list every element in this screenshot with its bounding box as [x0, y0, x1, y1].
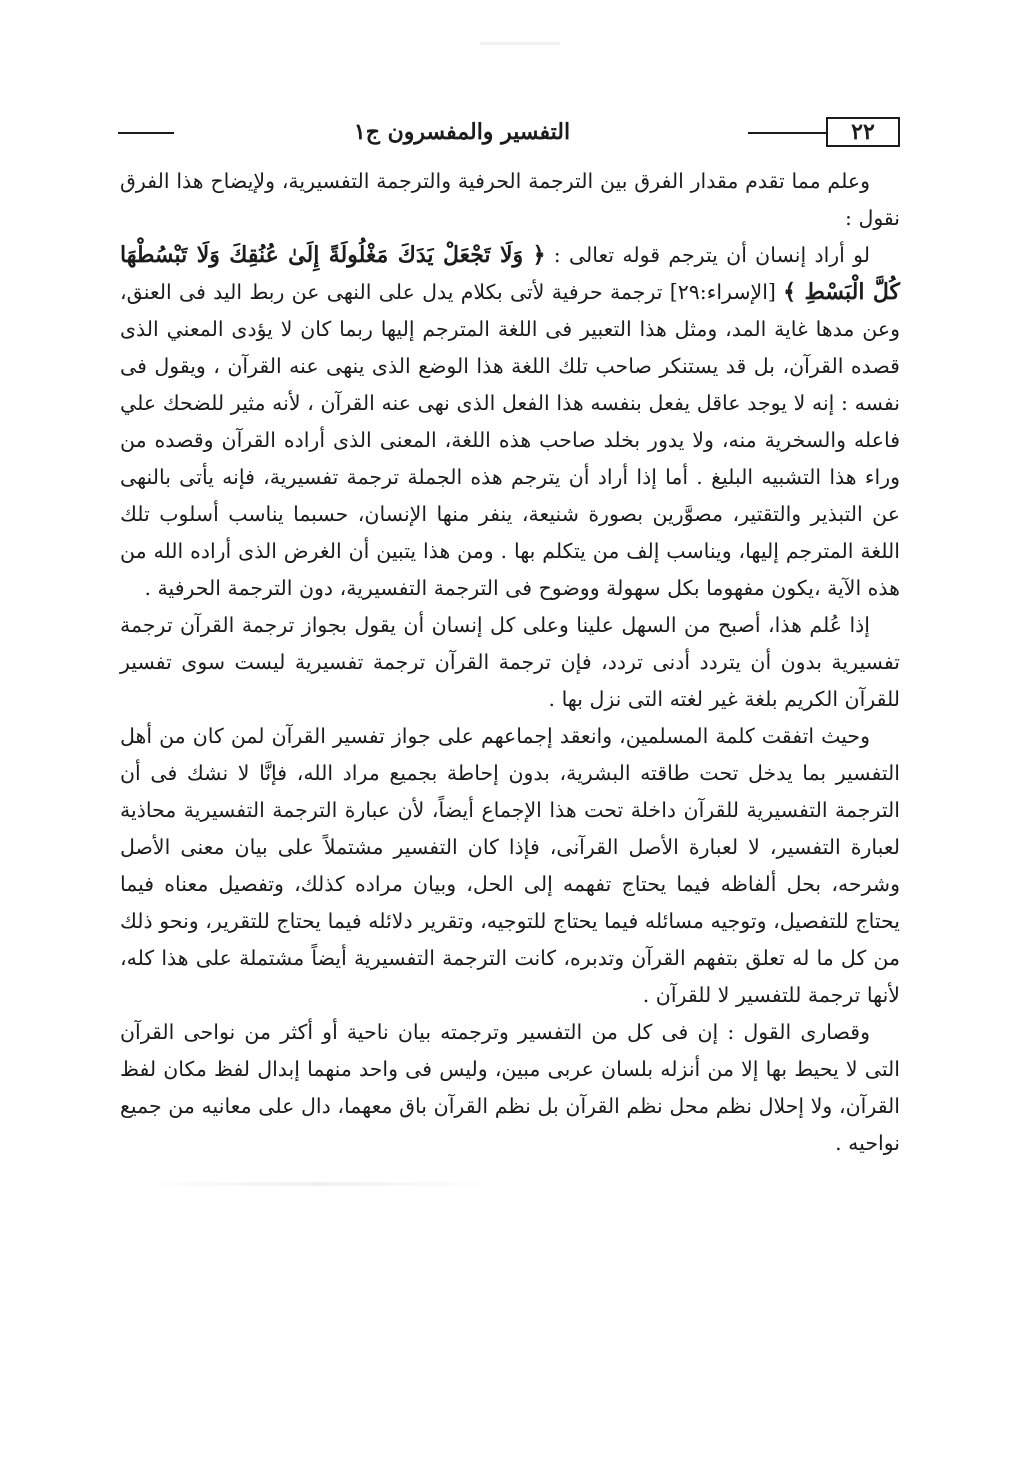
paragraph-lead: لو أراد إنسان أن يترجم قوله تعالى :	[545, 243, 870, 267]
main-text	[120, 163, 900, 1162]
paragraph: وقصارى القول : إن فى كل من التفسير وترجمته بيان ناحية أو أكثر من نواحى القرآن التى لا يحيط بها إلا من أنزله بلسان عربى مبين، وليس فى واحد منهما إبدال لفظ مكان لفظ القرآن، ولا إحلال نظم محل نظم القرآن بل نظم القرآن باق معهما، دال على معانيه من جميع نواحيه .	[120, 1020, 900, 1155]
page-header	[118, 113, 900, 153]
header-rule-left	[118, 132, 174, 134]
scan-artifact	[138, 1182, 498, 1186]
quran-verse: ﴿ وَلَا تَجْعَلْ يَدَكَ مَغْلُولَةً إِلَىٰ عُنُقِكَ وَلَا تَبْسُطْهَا كُلَّ الْبَسْطِ ﴾	[120, 242, 900, 305]
paragraph-tail: [الإسراء:٢٩] ترجمة حرفية لأتى بكلام يدل على النهى عن ربط اليد فى العنق، وعن مدها غاية المد، ومثل هذا التعبير فى اللغة المترجم إليها ربما كان لا يؤدى المعني الذى قصده القرآن، بل قد يستنكر صاحب تلك اللغة هذا الوضع الذى ينهى عنه القرآن ، ويقول فى نفسه : إنه لا يوجد عاقل يفعل بنفسه هذا الفعل الذى نهى عنه القرآن ، لأنه مثير للضحك علي فاعله والسخرية منه، ولا يدور بخلد صاحب هذه اللغة، المعنى الذى أراده القرآن وقصده من وراء هذا التشبيه البليغ . أما إذا أراد أن يترجم هذه الجملة ترجمة تفسيرية، فإنه يأتى بالنهى عن التبذير والتقتير، مصوَّرين بصورة شنيعة، ينفر منها الإنسان، حسبما يناسب أسلوب تلك اللغة المترجم إليها، ويناسب إلف من يتكلم بها . ومن هذا يتبين أن الغرض الذى أراده الله من هذه الآية ،يكون مفهوما بكل سهولة ووضوح فى الترجمة التفسيرية، دون الترجمة الحرفية .	[120, 280, 900, 600]
scan-artifact	[480, 42, 560, 45]
paragraph: وعلم مما تقدم مقدار الفرق بين الترجمة الحرفية والترجمة التفسيرية، ولإيضاح هذا الفرق نقول :	[120, 169, 900, 230]
paragraph: إذا عُلم هذا، أصبح من السهل علينا وعلى كل إنسان أن يقول بجواز ترجمة القرآن ترجمة تفسيرية بدون أن يتردد أدنى تردد، فإن ترجمة القرآن ترجمة تفسيرية ليست سوى تفسير للقرآن الكريم بلغة غير لغته التى نزل بها .	[120, 613, 900, 711]
paragraph-with-verse	[120, 237, 900, 607]
header-rule-right	[748, 132, 826, 134]
paragraph: وحيث اتفقت كلمة المسلمين، وانعقد إجماعهم على جواز تفسير القرآن لمن كان من أهل التفسير بما يدخل تحت طاقته البشرية، بدون إحاطة بجميع مراد الله، فإنَّا لا نشك فى أن الترجمة التفسيرية للقرآن داخلة تحت هذا الإجماع أيضاً، لأن عبارة الترجمة التفسيرية محاذية لعبارة التفسير، لا لعبارة الأصل القرآنى، فإذا كان التفسير مشتملاً على بيان معنى الأصل وشرحه، بحل ألفاظه فيما يحتاج تفهمه إلى الحل، وبيان مراده كذلك، وتفصيل معناه فيما يحتاج للتفصيل، وتوجيه مسائله فيما يحتاج للتوجيه، وتقرير دلائله فيما يحتاج للتقرير، ونحو ذلك من كل ما له تعلق بتفهم القرآن وتدبره، كانت الترجمة التفسيرية أيضاً مشتملة على هذا كله، لأنها ترجمة للتفسير لا للقرآن .	[120, 724, 900, 1007]
running-title: التفسير والمفسرون ج١	[353, 119, 571, 145]
page-number: ٢٢	[826, 117, 900, 147]
